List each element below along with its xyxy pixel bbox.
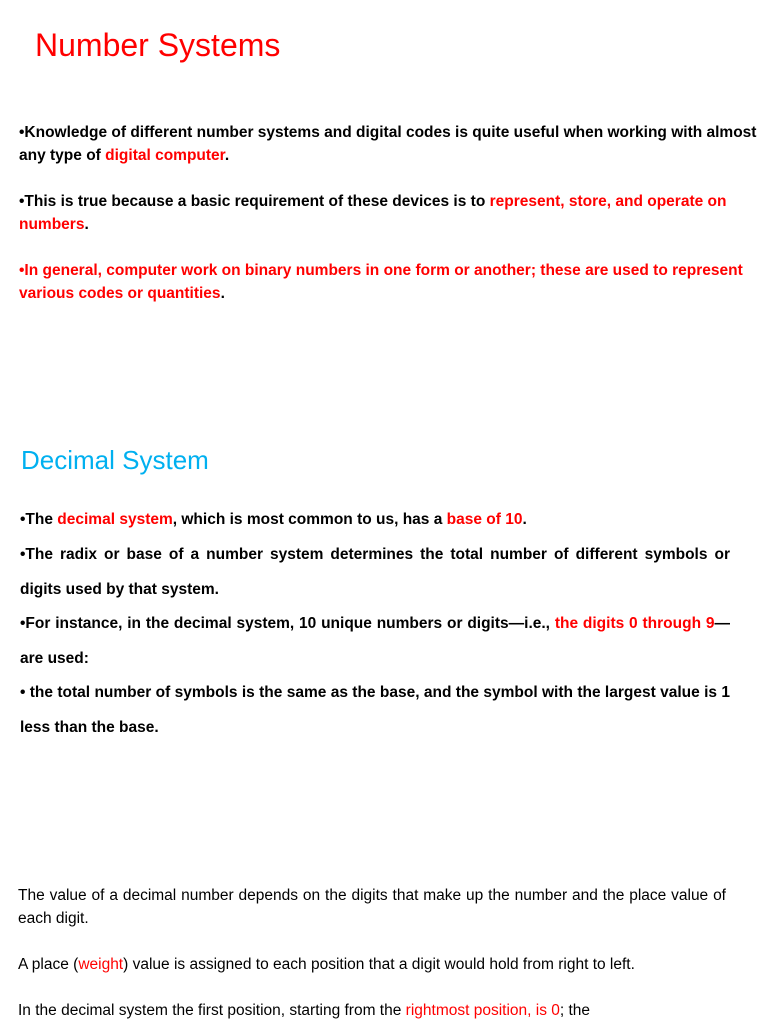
bullet-text: •For instance, in the decimal system, 10 unique numbers or digits—i.e., [20,615,555,632]
bullet-end: —are used: [20,615,730,667]
bullet-decimal-base [20,503,730,538]
paragraph-text: ) value is assigned to each position that a digit would hold from right to left. [123,956,635,973]
highlight-binary-numbers: •In general, computer work on binary numbers in one form or another; these are used to represent various codes or quantities [19,262,743,302]
bullet-end: . [220,285,225,302]
paragraph-text: ; the [559,1002,591,1019]
bullet-binary-numbers [19,259,759,305]
bullet-text: •This is true because a basic requirement of these devices is to [19,193,490,210]
paragraph-place-weight [18,954,726,977]
paragraph-text: A place ( [18,956,79,973]
paragraph-text: In the decimal system the first position, starting from the [18,1002,406,1019]
paragraph-decimal-value: The value of a decimal number depends on the digits that make up the number and the place value of each digit. [18,887,726,927]
paragraph-first-position [18,1000,726,1023]
bullet-radix-definition: •The radix or base of a number system determines the total number of different symbols or digits used by that system. [20,546,730,598]
bullet-symbol-count: • the total number of symbols is the same as the base, and the symbol with the largest value is 1 less than the base. [20,684,730,736]
highlight-digits-0-through-9: the digits 0 through 9 [554,615,715,632]
highlight-digital-computer: digital computer [105,147,225,164]
highlight-base-of-10: base of 10 [446,511,523,528]
highlight-represent-store-operate: represent, store, and operate on numbers [19,193,727,233]
page-title: Number Systems [35,27,281,63]
bullet-text: •The [20,511,58,528]
bullet-text: •Knowledge of different number systems and digital codes is quite useful when working with almost any type of [19,124,757,164]
highlight-weight: weight [78,956,124,973]
bullet-end: . [224,147,230,164]
section-heading-decimal-system: Decimal System [21,445,209,475]
bullet-end: . [522,511,527,528]
bullet-number-systems-usefulness [19,121,759,167]
highlight-decimal-system: decimal system [57,511,173,528]
highlight-rightmost-position: rightmost position, is 0 [405,1002,560,1019]
bullet-text: , which is most common to us, has a [172,511,447,528]
bullet-basic-requirement [19,190,759,236]
bullet-end: . [84,216,89,233]
bullet-decimal-digits [20,607,730,676]
